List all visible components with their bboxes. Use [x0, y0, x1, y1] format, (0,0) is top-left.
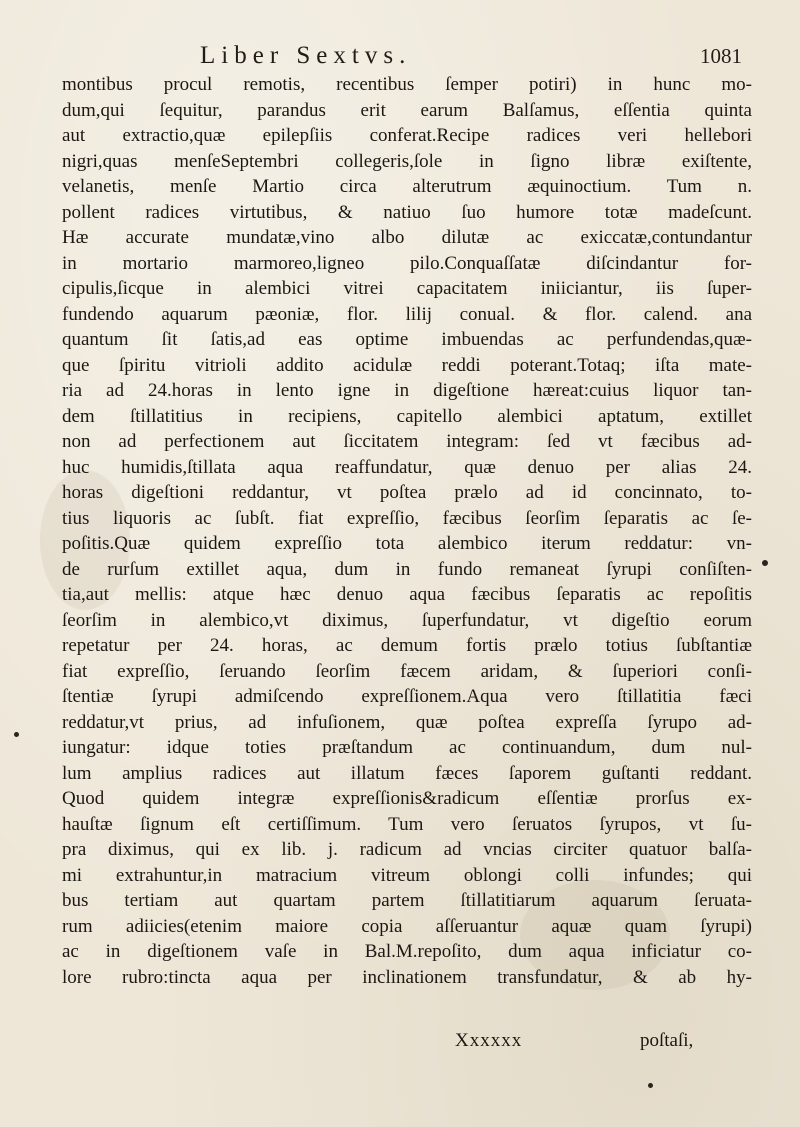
text-line: ria ad 24.horas in lento igne in digeſtione hæreat:cuius liquor tan- [62, 380, 752, 401]
text-line: Hæ accurate mundatæ,vino albo dilutæ ac exiccatæ,contundantur [62, 227, 752, 248]
text-line: lore rubro:tincta aqua per inclinationem transfundatur, & ab hy- [62, 966, 752, 988]
text-line: velanetis, menſe Martio circa alterutrum æquinoctium. Tum n. [62, 176, 752, 197]
text-line: repetatur per 24. horas, ac demum fortis prælo totius ſubſtantiæ [62, 635, 752, 656]
catchword: poſtaſi, [640, 1030, 694, 1051]
text-line: aut extractio,quæ epilepſiis conferat.Recipe radices veri hellebori [62, 125, 752, 146]
ink-dot [762, 560, 768, 566]
ink-dot [648, 1083, 653, 1088]
text-line: ac in digeſtionem vaſe in Bal.M.repoſito, dum aqua inficiatur co- [62, 941, 752, 962]
ink-dot [14, 732, 19, 737]
text-line: pollent radices virtutibus, & natiuo ſuo humore totæ madeſcunt. [62, 201, 752, 223]
text-line: tia,aut mellis: atque hæc denuo aqua fæcibus ſeparatis ac repoſitis [62, 584, 752, 605]
text-line: iungatur: idque toties præſtandum ac continuandum, dum nul- [62, 737, 752, 758]
text-line: mi extrahuntur,in matracium vitreum oblongi colli infundes; qui [62, 864, 752, 886]
page-footer [0, 1030, 800, 1056]
body-text [62, 72, 752, 990]
text-line: bus tertiam aut quartam partem ſtillatitiarum aquarum ſeruata- [62, 890, 752, 911]
page-number: 1081 [700, 44, 742, 68]
text-line: pra diximus, qui ex lib. j. radicum ad vncias circiter quatuor balſa- [62, 839, 752, 860]
text-line: fiat expreſſio, ſeruando ſeorſim fæcem aridam, & ſuperiori conſi- [62, 660, 752, 682]
text-line: rum adiicies(etenim maiore copia aſſeruantur aquæ quam ſyrupi) [62, 915, 752, 937]
text-line: poſitis.Quæ quidem expreſſio tota alembico iterum reddatur: vn- [62, 533, 752, 554]
text-line: cipulis,ſicque in alembici vitrei capacitatem iniiciantur, iis ſuper- [62, 278, 752, 299]
page-header [0, 30, 800, 70]
text-line: montibus procul remotis, recentibus ſemper potiri) in hunc mo- [62, 74, 752, 95]
text-line: horas digeſtioni reddantur, vt poſtea prælo ad id concinnato, to- [62, 482, 752, 503]
text-line: hauſtæ ſignum eſt certiſſimum. Tum vero ſeruatos ſyrupos, vt ſu- [62, 813, 752, 835]
text-line: non ad perfectionem aut ſiccitatem integram: ſed vt fæcibus ad- [62, 431, 752, 452]
text-line: ſtentiæ ſyrupi admiſcendo expreſſionem.Aqua vero ſtillatitia fæci [62, 686, 752, 707]
text-line: Quod quidem integræ expreſſionis&radicum eſſentiæ prorſus ex- [62, 788, 752, 809]
text-line: huc humidis,ſtillata aqua reaffundatur, quæ denuo per alias 24. [62, 456, 752, 478]
text-line: quantum ſit ſatis,ad eas optime imbuendas ac perfundendas,quæ- [62, 329, 752, 350]
running-head: Liber Sextvs. [200, 42, 412, 69]
text-line: fundendo aquarum pæoniæ, flor. lilij conual. & flor. calend. ana [62, 303, 752, 325]
text-line: reddatur,vt prius, ad infuſionem, quæ poſtea expreſſa ſyrupo ad- [62, 711, 752, 733]
text-line: lum amplius radices aut illatum fæces ſaporem guſtanti reddant. [62, 762, 752, 784]
text-line: ſeorſim in alembico,vt diximus, ſuperfundatur, vt digeſtio eorum [62, 609, 752, 631]
text-line: dum,qui ſequitur, parandus erit earum Balſamus, eſſentia quinta [62, 99, 752, 121]
text-line: nigri,quas menſeSeptembri collegeris,ſole in ſigno libræ exiſtente, [62, 150, 752, 172]
text-line: dem ſtillatitius in recipiens, capitello alembici aptatum, extillet [62, 405, 752, 427]
text-line: in mortario marmoreo,ligneo pilo.Conquaſſatæ diſcindantur for- [62, 252, 752, 274]
text-line: de rurſum extillet aqua, dum in fundo remaneat ſyrupi conſiſten- [62, 558, 752, 580]
signature-mark: Xxxxxx [455, 1030, 523, 1051]
text-line: que ſpiritu vitrioli addito acidulæ reddi poterant.Totaq; iſta mate- [62, 354, 752, 376]
text-line: tius liquoris ac ſubſt. fiat expreſſio, fæcibus ſeorſim ſeparatis ac ſe- [62, 507, 752, 529]
